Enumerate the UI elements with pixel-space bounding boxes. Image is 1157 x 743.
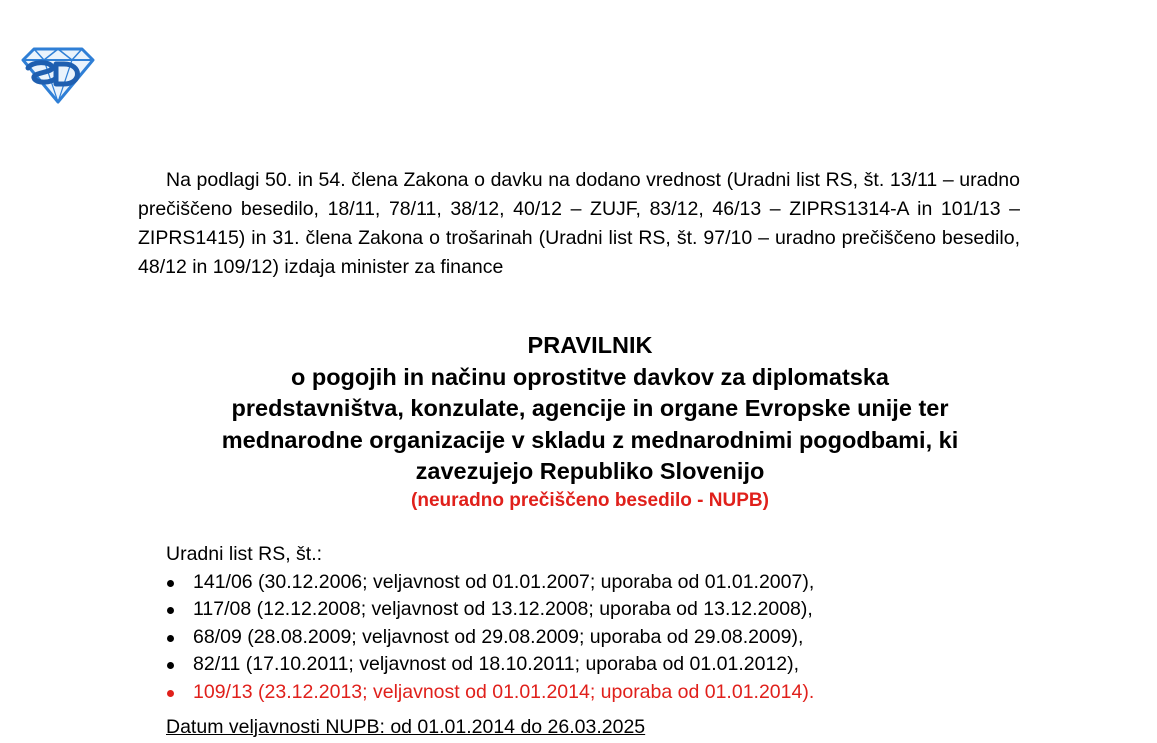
bullet-icon (167, 607, 174, 614)
title-line: mednarodne organizacije v skladu z mednarodnimi pogodbami, ki (221, 426, 959, 453)
bullet-icon (167, 580, 174, 587)
title-line: zavezujejo Republiko Slovenijo (415, 458, 765, 484)
gazette-label: Uradni list RS, št.: (166, 543, 323, 565)
gazette-item (166, 569, 1066, 597)
sd-shield-logo (20, 46, 96, 104)
title-heading: PRAVILNIK (527, 332, 653, 358)
title-subtitle: (neuradno prečiščeno besedilo - NUPB) (411, 489, 769, 511)
gazette-item-text: 68/09 (28.08.2009; veljavnost od 29.08.2009; uporaba od 29.08.2009), (193, 625, 804, 648)
gazette-item-text: 117/08 (12.12.2008; veljavnost od 13.12.2008; uporaba od 13.12.2008), (193, 598, 813, 620)
gazette-item-current (166, 679, 1066, 707)
validity-date: Datum veljavnosti NUPB: od 01.01.2014 do 26.03.2025 (166, 716, 646, 738)
bullet-icon (167, 635, 174, 642)
bullet-icon (167, 690, 174, 697)
preamble-paragraph: Na podlagi 50. in 54. člena Zakona o davku na dodano vrednost (Uradni list RS, št. 13/11 – uradno prečiščeno besedilo, 18/11, 78/11, 38/12, 40/12 – ZUJF, 83/12, 46/13 – ZIPRS1314-A in 101/13 – ZIPRS1415) in 31. člena Zakona o trošarinah (Uradni list RS, št. 97/10 – uradno prečiščeno besedilo, 48/12 in 109/12) izdaja minister za finance (138, 169, 1020, 278)
gazette-item-text: 109/13 (23.12.2013; veljavnost od 01.01.2014; uporaba od 01.01.2014). (193, 680, 815, 703)
title-line: predstavništva, konzulate, agencije in organe Evropske unije ter (231, 395, 949, 421)
bullet-icon (167, 662, 174, 669)
gazette-item (166, 651, 1066, 679)
regulation-title (100, 330, 1080, 514)
gazette-list (166, 569, 1066, 707)
gazette-references (166, 541, 1066, 706)
gazette-item-text: 82/11 (17.10.2011; veljavnost od 18.10.2011; uporaba od 01.01.2012), (193, 653, 800, 675)
gazette-item (166, 596, 1066, 624)
gazette-item-text: 141/06 (30.12.2006; veljavnost od 01.01.2007; uporaba od 01.01.2007), (193, 570, 815, 593)
gazette-item (166, 624, 1066, 652)
title-line: o pogojih in načinu oprostitve davkov za diplomatska (290, 363, 890, 390)
